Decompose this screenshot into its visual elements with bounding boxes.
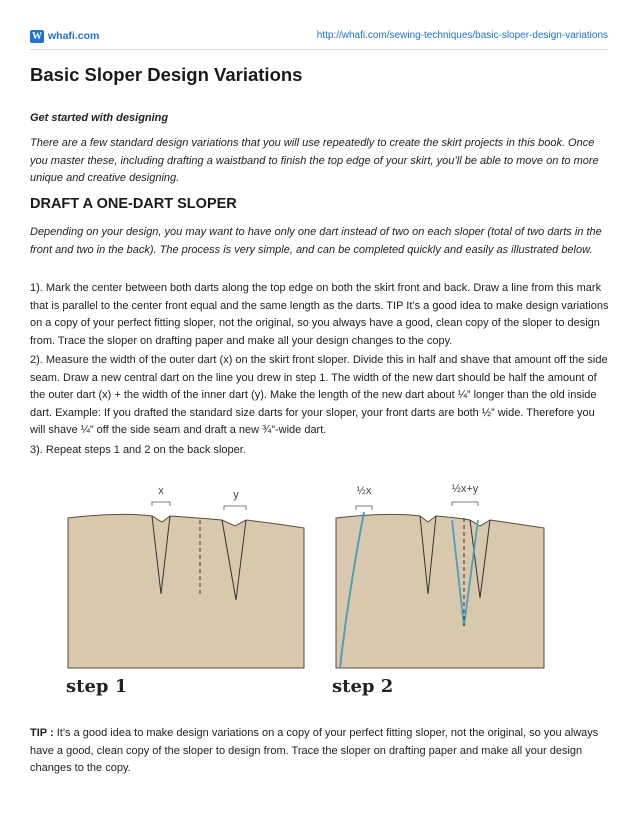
step1-label: step 1 — [66, 676, 128, 697]
page-title: Basic Sloper Design Variations — [30, 64, 303, 85]
step3-paragraph: 3). Repeat steps 1 and 2 on the back sloper. — [30, 444, 246, 456]
site-link[interactable]: whafi.com — [48, 30, 100, 42]
label-x: x — [158, 485, 164, 497]
intro-paragraph: There are a few standard design variations that you will use repeatedly to create the skirt projects in this book. Once you master these, including drafting a waistband to finish the top edge of your skirt, you’ll be able to move on to more unique and creative designing. — [30, 137, 599, 184]
dimension-x-bracket — [152, 502, 170, 506]
dimension-half-x-bracket — [356, 506, 372, 510]
step1-panel — [66, 485, 304, 697]
page-header — [30, 27, 608, 50]
label-half-x-plus-y: ½x+y — [451, 483, 479, 495]
label-y: y — [233, 489, 239, 501]
article-subtitle: Get started with designing — [30, 112, 169, 124]
dimension-half-x-plus-y-bracket — [452, 502, 478, 506]
step2-label: step 2 — [332, 676, 394, 697]
step2-paragraph: 2). Measure the width of the outer dart (x) on the skirt front sloper. Divide this in half and shave that amount off the side seam. Draw a new central dart on the line you drew in step 1. The width of the new dart should be half the amount of the outer dart (x) + the width of the inner dart (y). Make the length of the new dart about ¼” longer than the old inside dart. Example: If you drafted the standard size darts for your sloper, your front darts are both ½” wide. Therefore you will shave ¼” off the side seam and draft a new ¾”-wide dart. — [30, 354, 608, 436]
step2-panel — [332, 483, 544, 697]
section-heading: DRAFT A ONE-DART SLOPER — [30, 196, 237, 212]
label-half-x: ½x — [356, 485, 372, 497]
section-intro-paragraph: Depending on your design, you may want to have only one dart instead of two on each sloper (total of two darts in the front and two in the back). The process is very simple, and can be completed quickly and easily as illustrated below. — [30, 226, 602, 256]
tip-text: It’s a good idea to make design variations on a copy of your perfect fitting sloper, not the original, so you always have a good, clean copy of the sloper to design from. Trace the sloper on drafting paper and make all your design changes to the copy. — [30, 727, 599, 774]
whafi-logo-icon: W — [32, 31, 42, 42]
dimension-y-bracket — [224, 506, 246, 510]
step1-fabric — [68, 514, 304, 668]
sloper-illustration — [60, 476, 610, 706]
page-url-link[interactable]: http://whafi.com/sewing-techniques/basic-sloper-design-variations — [316, 30, 608, 41]
tip-paragraph — [30, 725, 610, 778]
tip-label: TIP : — [30, 727, 54, 739]
step1-paragraph: 1). Mark the center between both darts along the top edge on both the skirt front and back. Draw a line from this mark that is parallel to the center front equal and the same length as the darts. TIP It’s a good idea to make design variations on a copy of your perfect fitting sloper, not the original, so you always have a good, clean copy of the sloper to design from. Trace the sloper on drafting paper and make all your design changes to the copy. — [30, 282, 609, 347]
step2-fabric — [336, 514, 544, 668]
